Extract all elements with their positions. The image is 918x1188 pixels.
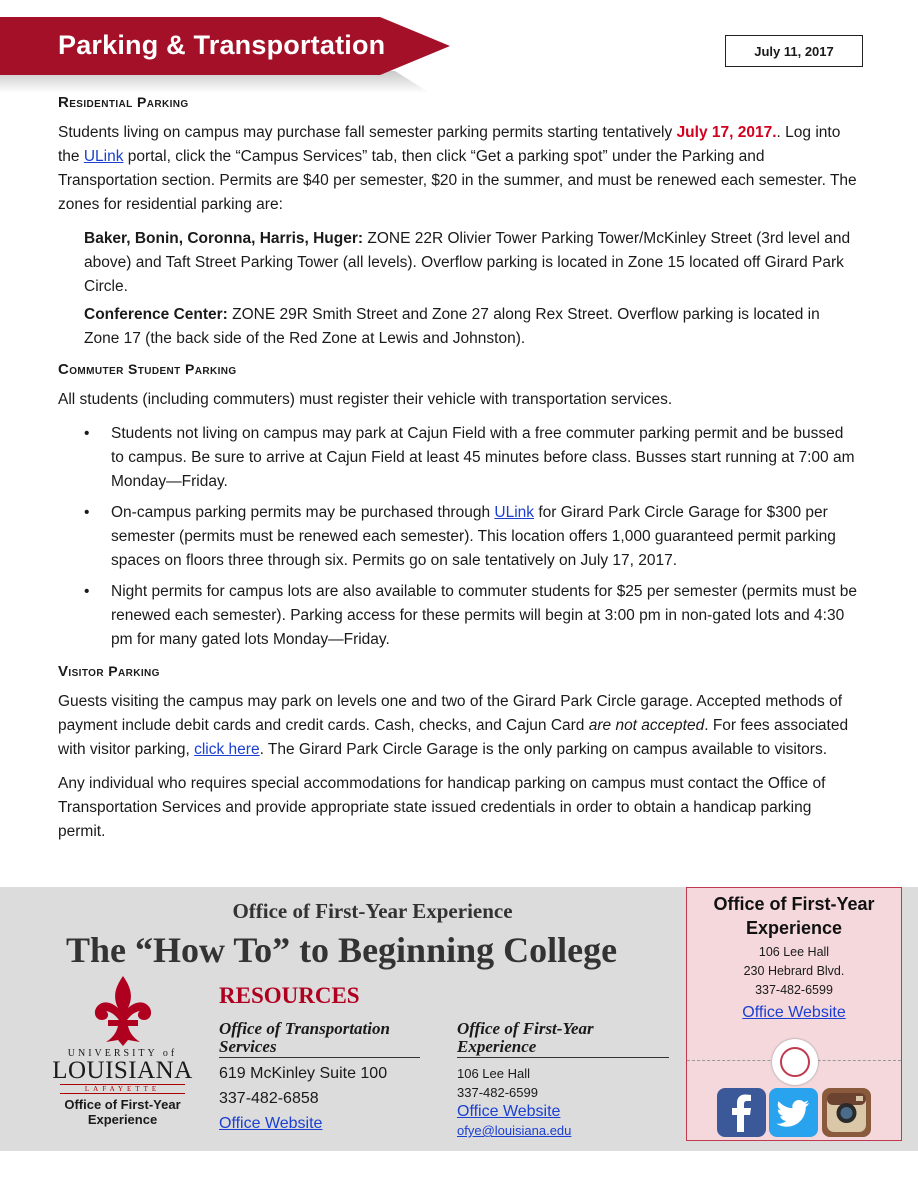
sidebar-website-link[interactable]: Office Website — [742, 1004, 846, 1021]
date-box: July 11, 2017 — [725, 35, 863, 67]
fye-website-link[interactable]: Office Website — [457, 1103, 561, 1120]
bullet-item: • On-campus parking permits may be purchased through ULink for Girard Park Circle Garage for $300 per semester (permits must be renewed each semester). This location offers 1,000 guaranteed permit parking spaces on floors three through six. Permits go on sale tentatively on July 17, 2017. — [84, 501, 858, 573]
header-banner — [0, 17, 450, 75]
transport-heading: Office of Transportation Services — [219, 1020, 420, 1058]
instagram-icon[interactable] — [822, 1088, 871, 1137]
university-logo: UNIVERSITY of LOUISIANA LAFAYETTE Office of First-Year Experience — [50, 974, 195, 1127]
resources-title: RESOURCES — [219, 983, 360, 1008]
bullet-item: • Students not living on campus may park at Cajun Field with a free commuter parking permit and be bussed to campus. Be sure to arrive at Cajun Field at least 45 minutes before class. Busses start running at 7:00 am Monday—Friday. — [84, 422, 858, 494]
visitor-paragraph: Guests visiting the campus may park on levels one and two of the Girard Park Circle garage. Accepted methods of payment include debit cards and credit cards. Cash, checks, and Cajun Card are not accepted. For fees associated with visitor parking, click here. The Girard Park Circle Garage is the only parking on campus available to visitors. — [58, 693, 849, 758]
footer-howto-title: The “How To” to Beginning College — [66, 930, 618, 970]
sidebar-address-1: 106 Lee Hall — [758, 945, 830, 959]
page-title: Parking & Transportation — [58, 30, 386, 60]
fye-email-link[interactable]: ofye@louisiana.edu — [457, 1123, 572, 1138]
visitor-heading: Visitor Parking — [58, 663, 160, 680]
residential-intro: Students living on campus may purchase fall semester parking permits starting tentatively July 17, 2017.. Log into the ULink portal, click the “Campus Services” tab, then click “Get a parking spot” under the Parking and Transportation section. Permits are $40 per semester, $20 in the summer, and must be renewed each semester. The zones for residential parking are: — [58, 124, 857, 213]
commuter-bullets — [84, 422, 858, 652]
twitter-icon[interactable] — [769, 1088, 818, 1137]
ulink-link[interactable]: ULink — [494, 504, 535, 521]
fleur-de-lis-icon — [88, 974, 158, 1046]
click-here-link[interactable]: click here — [194, 741, 260, 758]
fye-phone: 337-482-6599 — [457, 1085, 538, 1100]
transport-address: 619 McKinley Suite 100 — [219, 1065, 388, 1082]
zone-item: Conference Center: ZONE 29R Smith Street and Zone 27 along Rex Street. Overflow parking is located in Zone 17 (the back side of the Red Zone at Lewis and Johnston). — [84, 306, 820, 347]
fye-contact — [457, 1020, 669, 1140]
fye-heading: Office of First-Year Experience — [457, 1020, 669, 1058]
handicap-paragraph: Any individual who requires special accommodations for handicap parking on campus must contact the Office of Transportation Services and provide appropriate state issued credentials in order to obtain a handicap parking permit. — [58, 775, 826, 840]
main-content — [58, 90, 858, 854]
footer-office-title: Office of First-Year Experience — [232, 899, 513, 923]
ring-icon — [772, 1039, 818, 1085]
commuter-intro: All students (including commuters) must register their vehicle with transportation services. — [58, 391, 673, 408]
commuter-heading: Commuter Student Parking — [58, 361, 237, 378]
sidebar-phone: 337-482-6599 — [755, 983, 833, 997]
intro-text: . Log into the — [58, 124, 841, 165]
facebook-icon[interactable] — [717, 1088, 766, 1137]
zone-list — [84, 227, 858, 351]
sidebar-address-2: 230 Hebrard Blvd. — [743, 964, 845, 978]
sidebar-title: Office of First-Year Experience — [713, 894, 875, 938]
ulink-link[interactable]: ULink — [83, 148, 124, 165]
sidebar-box — [686, 887, 902, 1141]
transport-contact — [219, 1020, 420, 1133]
transport-phone: 337-482-6858 — [219, 1090, 319, 1107]
zone-item: Baker, Bonin, Coronna, Harris, Huger: ZONE 22R Olivier Tower Parking Tower/McKinley Street (3rd level and above) and Taft Street Parking Tower (all levels). Overflow parking is located in Zone 15 located off Girard Park Circle. — [84, 230, 851, 295]
residential-heading: Residential Parking — [58, 94, 189, 111]
bullet-item: • Night permits for campus lots are also available to commuter students for $25 per semester (permits must be renewed each semester). Parking access for these permits will begin at 3:00 pm in non-gated lots and 4:30 pm for many gated lots Monday—Friday. — [84, 580, 858, 652]
fye-address: 106 Lee Hall — [457, 1066, 530, 1081]
transport-website-link[interactable]: Office Website — [219, 1115, 323, 1132]
